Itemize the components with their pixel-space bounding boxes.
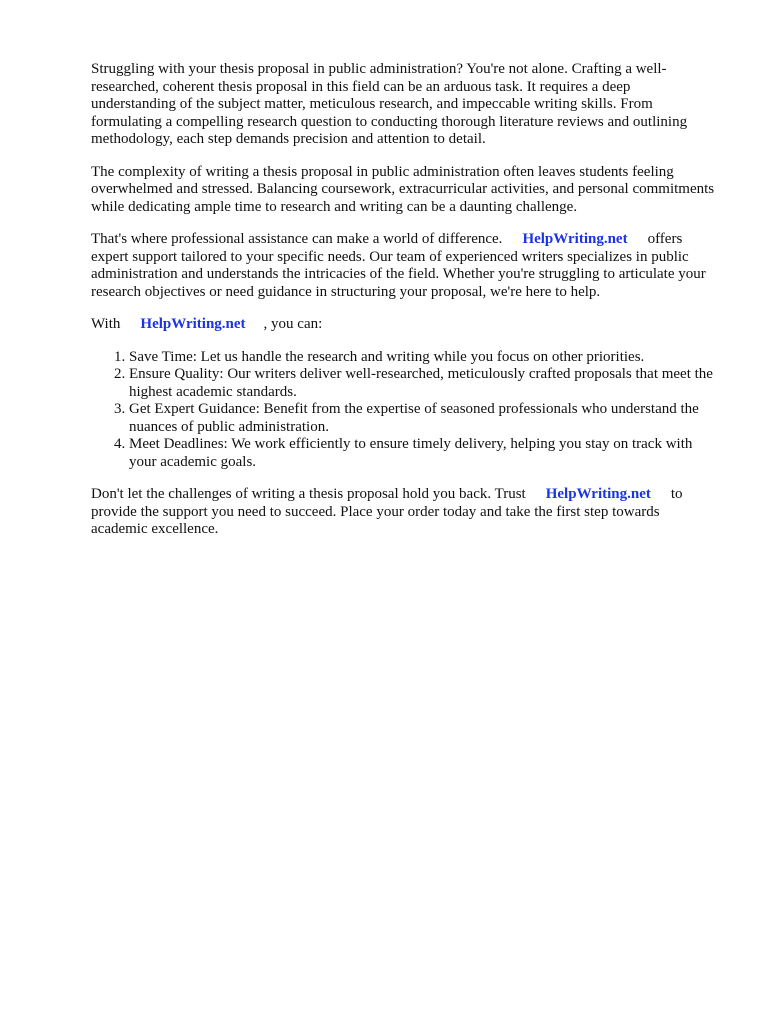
with-paragraph (91, 316, 715, 334)
document-page (91, 61, 715, 554)
benefits-list (91, 349, 715, 472)
helpwriting-link[interactable]: HelpWriting.net (545, 486, 651, 502)
assistance-text-after: offers expert support tailored to your specific needs. Our team of experienced writers specializes in public administration and understands the intricacies of the field. Whether you're struggling to articulate your research objectives or need guidance in structuring your proposal, we're here to help. (91, 231, 706, 300)
helpwriting-link[interactable]: HelpWriting.net (522, 231, 628, 247)
helpwriting-link[interactable]: HelpWriting.net (140, 316, 246, 332)
with-text-after: , you can: (263, 316, 323, 332)
with-text-before: With (91, 316, 121, 332)
list-item: 3. Get Expert Guidance: Benefit from the expertise of seasoned professionals who understand the nuances of public administration. (129, 401, 715, 436)
list-item: 4. Meet Deadlines: We work efficiently to ensure timely delivery, helping you stay on track with your academic goals. (129, 436, 715, 471)
assistance-text-before: That's where professional assistance can make a world of difference. (91, 231, 503, 247)
closing-text-after: to provide the support you need to succeed. Place your order today and take the first step towards academic excellence. (91, 486, 683, 537)
list-item: 1. Save Time: Let us handle the research and writing while you focus on other priorities. (129, 349, 715, 367)
complexity-paragraph: The complexity of writing a thesis proposal in public administration often leaves students feeling overwhelmed and stressed. Balancing coursework, extracurricular activities, and personal commitments while dedicating ample time to research and writing can be a daunting challenge. (91, 163, 715, 215)
closing-paragraph (91, 486, 715, 539)
closing-text-before: Don't let the challenges of writing a thesis proposal hold you back. Trust (91, 486, 526, 502)
list-item: 2. Ensure Quality: Our writers deliver well-researched, meticulously crafted proposals that meet the highest academic standards. (129, 366, 715, 401)
assistance-paragraph (91, 231, 715, 301)
intro-paragraph: Struggling with your thesis proposal in public administration? You're not alone. Crafting a well-researched, coherent thesis proposal in this field can be an arduous task. It requires a deep understanding of the subject matter, meticulous research, and impeccable writing skills. From formulating a compelling research question to conducting thorough literature reviews and outlining methodology, each step demands precision and attention to detail. (91, 61, 688, 147)
